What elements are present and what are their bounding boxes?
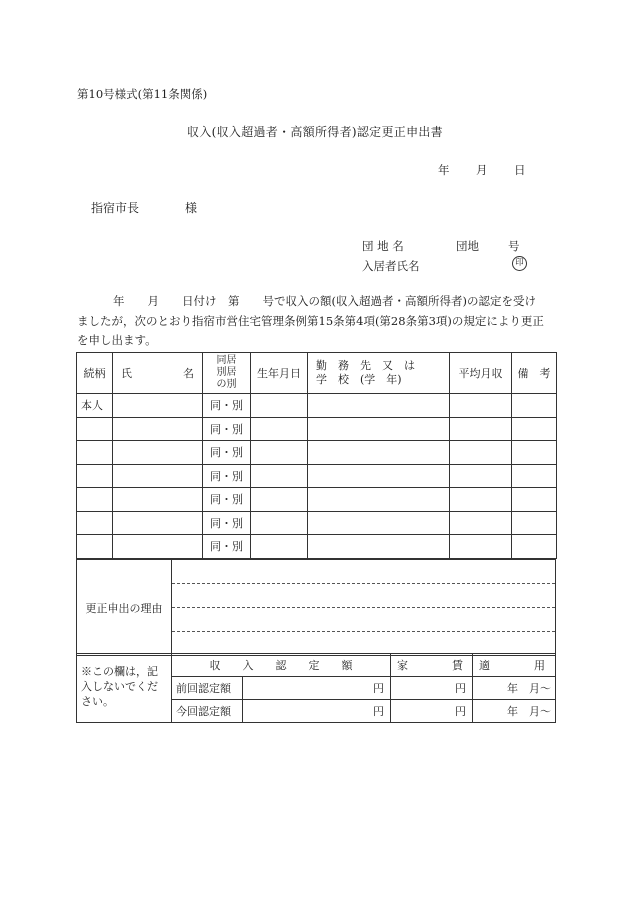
cohabit-cell[interactable]: 同・別: [203, 511, 251, 535]
reason-field[interactable]: [172, 560, 556, 656]
current-certified-label: 今回認定額: [172, 700, 243, 723]
table-row: [77, 464, 557, 488]
name-cell[interactable]: [113, 394, 203, 418]
name-cell[interactable]: [113, 511, 203, 535]
name-cell[interactable]: [113, 417, 203, 441]
cohabit-cell[interactable]: 同・別: [203, 535, 251, 559]
income-cell[interactable]: [450, 511, 512, 535]
reason-line: [172, 560, 555, 584]
table-row: [77, 488, 557, 512]
body-line-2: ましたが，次のとおり指宿市営住宅管理条例第15条第4項(第28条第3項)の規定により更正: [77, 313, 544, 328]
relation-cell[interactable]: [77, 464, 113, 488]
current-amount-yen[interactable]: 円: [243, 700, 391, 723]
birthdate-cell[interactable]: [251, 394, 308, 418]
reason-line: [172, 608, 555, 632]
header-applicable: 適 用: [473, 654, 556, 677]
header-cohabit: 同居 別居 の別: [203, 353, 251, 394]
remarks-cell[interactable]: [512, 488, 557, 512]
relation-cell[interactable]: [77, 511, 113, 535]
workplace-cell[interactable]: [308, 511, 450, 535]
relation-cell[interactable]: [77, 417, 113, 441]
previous-amount-yen[interactable]: 円: [243, 677, 391, 700]
workplace-cell[interactable]: [308, 394, 450, 418]
household-table: [76, 352, 557, 559]
table-row: [77, 535, 557, 559]
remarks-cell[interactable]: [512, 394, 557, 418]
table-row: [77, 417, 557, 441]
header-certified-income: 収 入 認 定 額: [172, 654, 391, 677]
workplace-cell[interactable]: [308, 488, 450, 512]
birthdate-cell[interactable]: [251, 417, 308, 441]
household-table-header: [77, 353, 557, 394]
header-rent: 家 賃: [391, 654, 473, 677]
income-certification-table: [76, 653, 556, 723]
current-applicable-period[interactable]: 年 月～: [473, 700, 556, 723]
income-cell[interactable]: [450, 417, 512, 441]
table-row: [77, 441, 557, 465]
body-text: [77, 292, 555, 351]
previous-rent-yen[interactable]: 円: [391, 677, 473, 700]
relation-cell[interactable]: 本人: [77, 394, 113, 418]
resident-name-label: 入居者氏名: [362, 259, 420, 273]
remarks-cell[interactable]: [512, 511, 557, 535]
workplace-cell[interactable]: [308, 441, 450, 465]
income-cell[interactable]: [450, 464, 512, 488]
remarks-cell[interactable]: [512, 417, 557, 441]
official-use-note: ※この欄は，記入しないでください。: [77, 654, 172, 723]
name-cell[interactable]: [113, 535, 203, 559]
date-line: [438, 162, 526, 178]
body-line-3: を申し出ます。: [77, 333, 157, 347]
birthdate-cell[interactable]: [251, 464, 308, 488]
name-cell[interactable]: [113, 441, 203, 465]
header-relation: 続柄: [77, 353, 113, 394]
number-suffix: 号: [508, 239, 520, 253]
date-day: 日: [514, 163, 526, 177]
table-row: [77, 394, 557, 418]
income-cell[interactable]: [450, 488, 512, 512]
addressee-honorific: 様: [185, 201, 198, 215]
income-cell[interactable]: [450, 441, 512, 465]
header-workplace: 勤 務 先 又 は 学 校 (学 年): [308, 353, 450, 394]
header-monthly-income: 平均月収: [450, 353, 512, 394]
remarks-cell[interactable]: [512, 441, 557, 465]
addressee-name: 指宿市長: [91, 201, 140, 215]
birthdate-cell[interactable]: [251, 441, 308, 465]
complex-suffix: 団地: [456, 239, 479, 253]
header-remarks: 備 考: [512, 353, 557, 394]
relation-cell[interactable]: [77, 535, 113, 559]
cohabit-cell[interactable]: 同・別: [203, 464, 251, 488]
document-title: 収入(収入超過者・高額所得者)認定更正申出書: [187, 125, 443, 139]
date-month: 月: [476, 163, 488, 177]
workplace-cell[interactable]: [308, 417, 450, 441]
cohabit-cell[interactable]: 同・別: [203, 488, 251, 512]
cohabit-cell[interactable]: 同・別: [203, 417, 251, 441]
seal-mark: 印: [512, 256, 527, 271]
header-birthdate: 生年月日: [251, 353, 308, 394]
body-line-1: 年 月 日付け 第 号で収入の額(収入超過者・高額所得者)の認定を受け: [113, 294, 536, 308]
name-cell[interactable]: [113, 464, 203, 488]
name-cell[interactable]: [113, 488, 203, 512]
income-table-header: [77, 654, 556, 677]
complex-label: 団 地 名: [362, 239, 404, 253]
cohabit-cell[interactable]: 同・別: [203, 394, 251, 418]
workplace-cell[interactable]: [308, 464, 450, 488]
birthdate-cell[interactable]: [251, 511, 308, 535]
relation-cell[interactable]: [77, 441, 113, 465]
cohabit-cell[interactable]: 同・別: [203, 441, 251, 465]
addressee: [91, 199, 197, 216]
reason-label: 更正申出の理由: [77, 560, 172, 656]
applicant-block: [362, 236, 527, 276]
reason-table: [76, 559, 556, 656]
reason-line: [172, 584, 555, 608]
header-name: 氏 名: [113, 353, 203, 394]
current-rent-yen[interactable]: 円: [391, 700, 473, 723]
date-year: 年: [438, 163, 450, 177]
previous-applicable-period[interactable]: 年 月～: [473, 677, 556, 700]
table-row: [77, 511, 557, 535]
remarks-cell[interactable]: [512, 535, 557, 559]
relation-cell[interactable]: [77, 488, 113, 512]
remarks-cell[interactable]: [512, 464, 557, 488]
form-number: 第10号様式(第11条関係): [77, 87, 208, 101]
workplace-cell[interactable]: [308, 535, 450, 559]
previous-certified-label: 前回認定額: [172, 677, 243, 700]
birthdate-cell[interactable]: [251, 488, 308, 512]
income-cell[interactable]: [450, 535, 512, 559]
income-cell[interactable]: [450, 394, 512, 418]
birthdate-cell[interactable]: [251, 535, 308, 559]
